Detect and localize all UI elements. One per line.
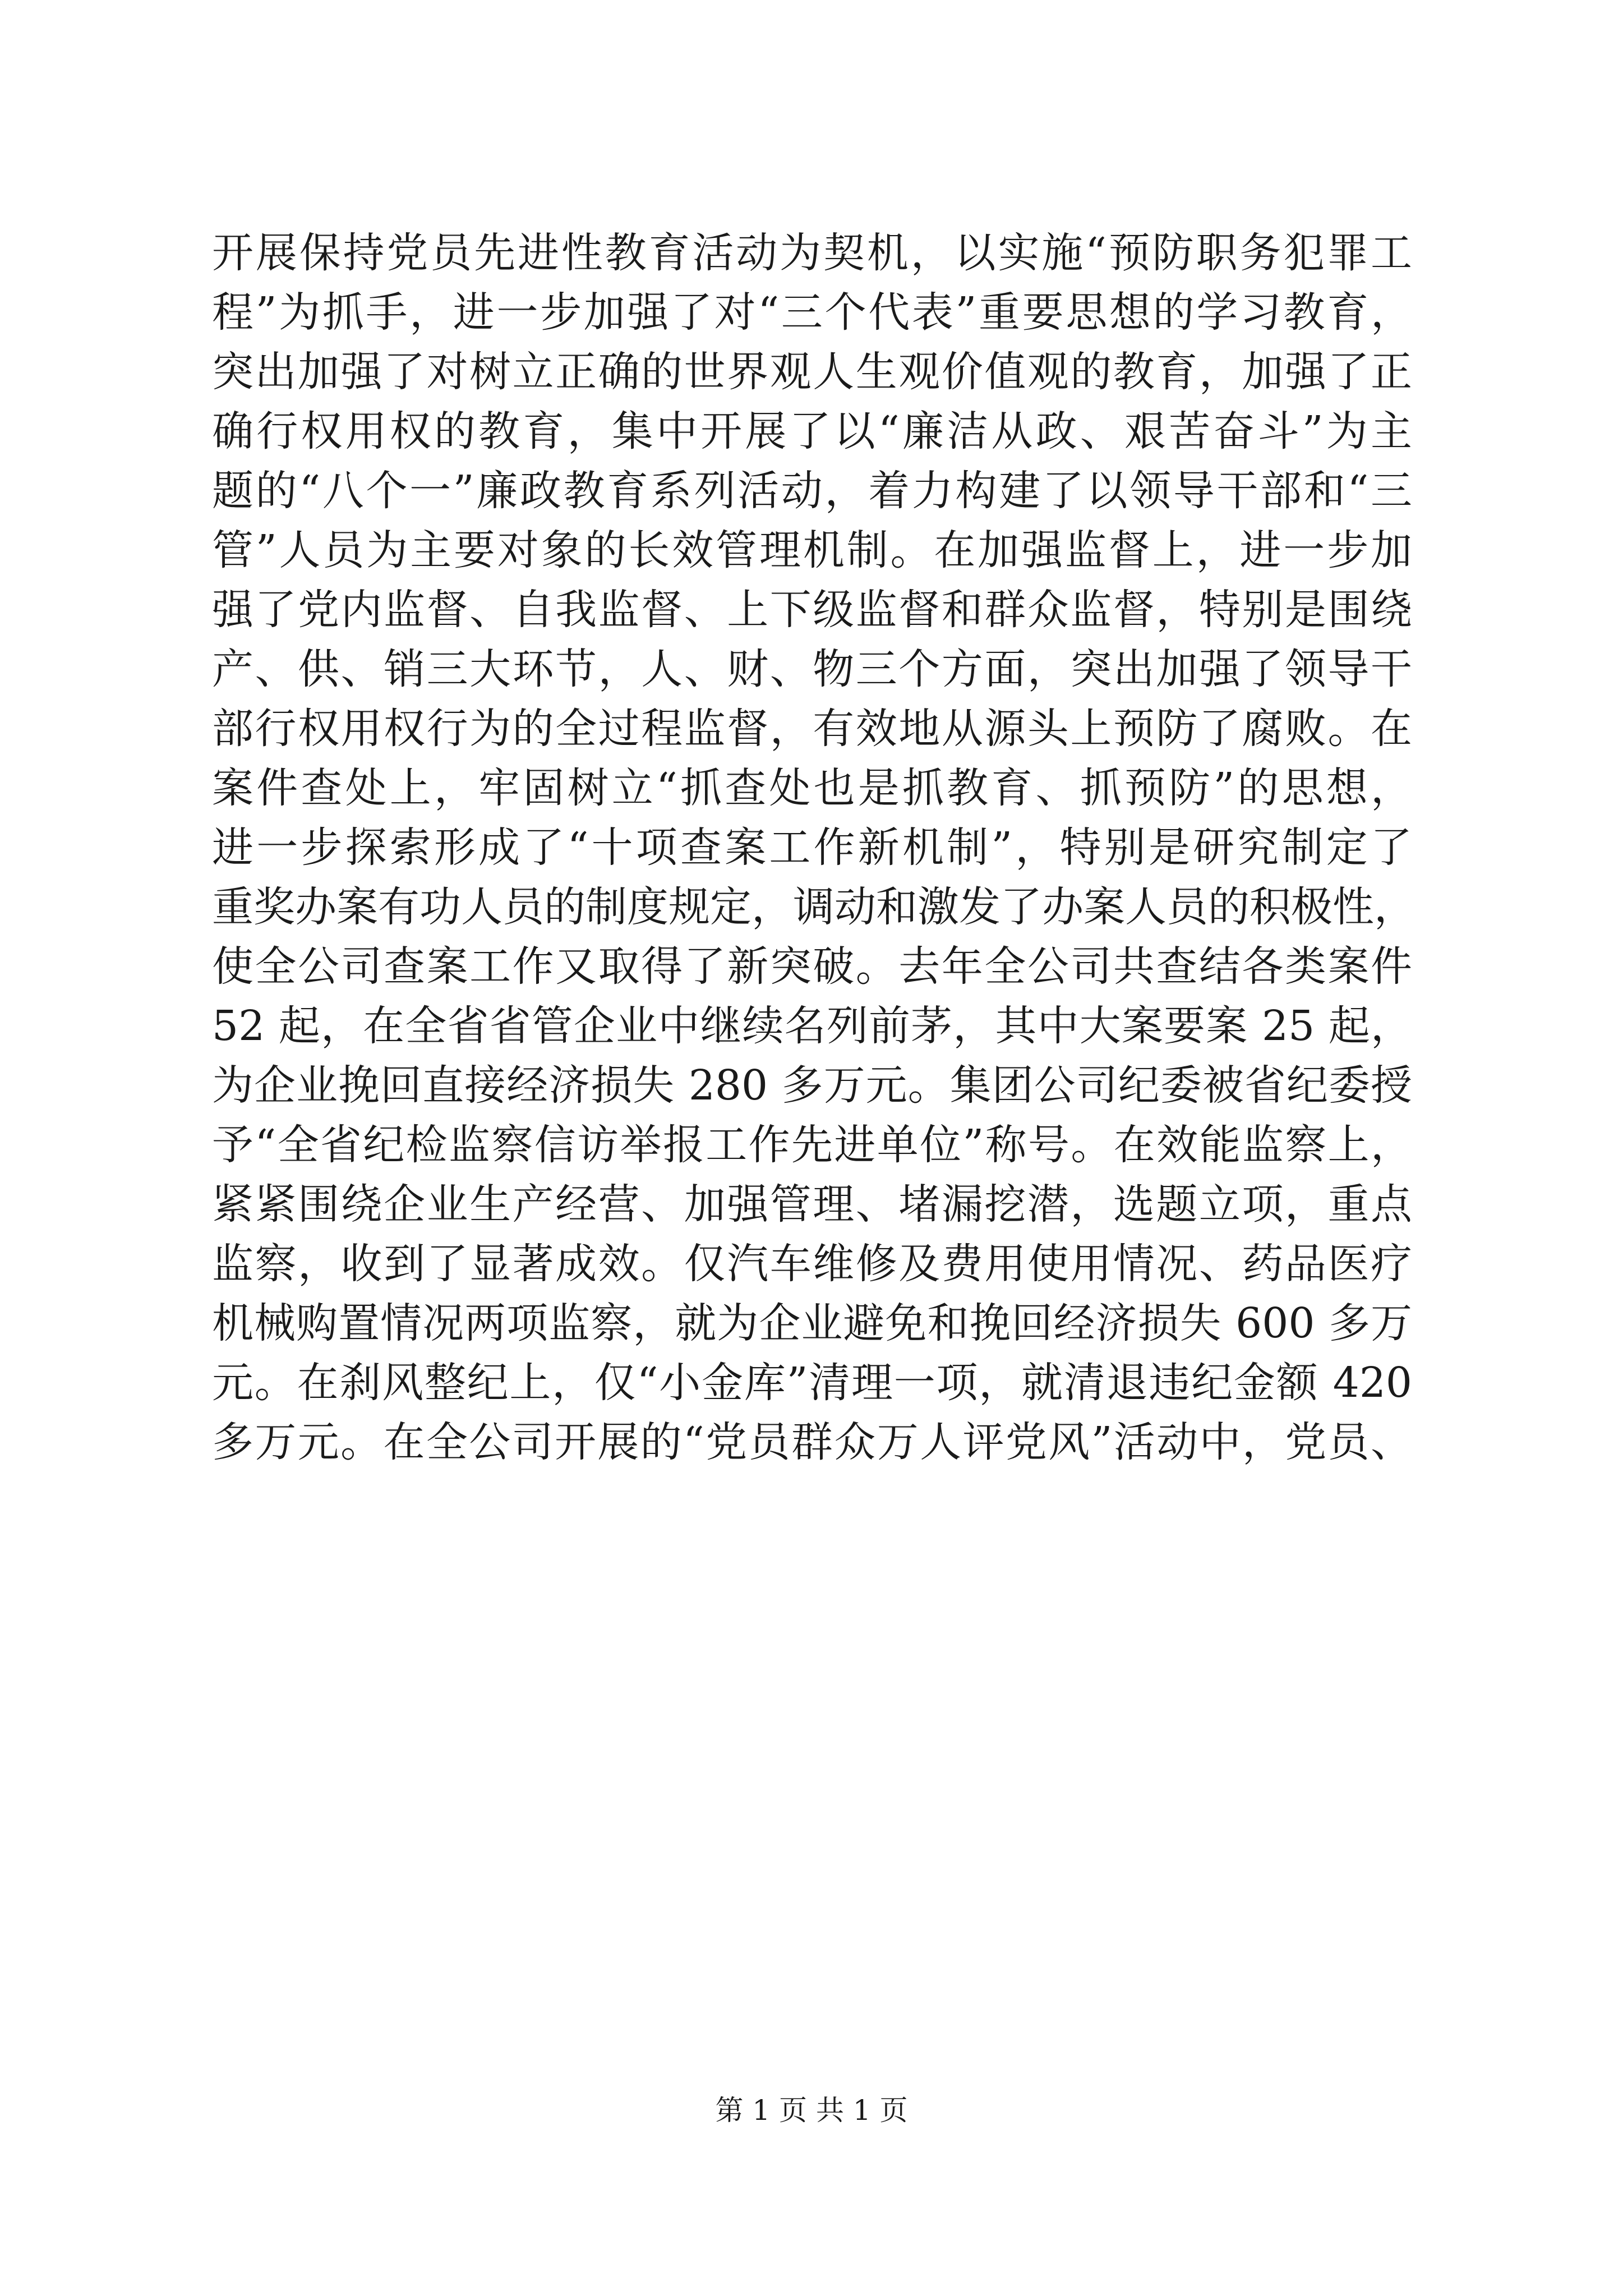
text-line: 程”为抓手，进一步加强了对“三个代表”重要思想的学习教育， bbox=[212, 288, 1412, 337]
page-footer bbox=[0, 2093, 1623, 2127]
text-line: 强了党内监督、自我监督、上下级监督和群众监督，特别是围绕 bbox=[212, 586, 1412, 634]
text-line: 管”人员为主要对象的长效管理机制。在加强监督上，进一步加 bbox=[212, 526, 1412, 574]
text-line: 确行权用权的教育，集中开展了以“廉洁从政、艰苦奋斗”为主 bbox=[212, 407, 1412, 455]
text-line: 予“全省纪检监察信访举报工作先进单位”称号。在效能监察上， bbox=[212, 1121, 1412, 1169]
text-line: 52 起，在全省省管企业中继续名列前茅，其中大案要案 25 起， bbox=[212, 1002, 1412, 1050]
text-line: 机械购置情况两项监察，就为企业避免和挽回经济损失 600 多万 bbox=[212, 1299, 1412, 1347]
text-line: 多万元。在全公司开展的“党员群众万人评党风”活动中，党员、 bbox=[212, 1418, 1412, 1466]
text-line: 紧紧围绕企业生产经营、加强管理、堵漏挖潜，选题立项，重点 bbox=[212, 1180, 1412, 1228]
text-line: 突出加强了对树立正确的世界观人生观价值观的教育，加强了正 bbox=[212, 348, 1412, 396]
text-line: 案件查处上，牢固树立“抓查处也是抓教育、抓预防”的思想， bbox=[212, 764, 1412, 812]
text-line: 产、供、销三大环节，人、财、物三个方面，突出加强了领导干 bbox=[212, 645, 1412, 693]
text-line: 题的“八个一”廉政教育系列活动，着力构建了以领导干部和“三 bbox=[212, 467, 1412, 515]
text-line: 使全公司查案工作又取得了新突破。去年全公司共查结各类案件 bbox=[212, 942, 1412, 991]
text-line: 元。在刹风整纪上，仅“小金库”清理一项，就清退违纪金额 420 bbox=[212, 1359, 1412, 1407]
body-paragraph bbox=[212, 223, 1415, 1472]
text-line: 重奖办案有功人员的制度规定，调动和激发了办案人员的积极性， bbox=[212, 883, 1415, 931]
text-line: 为企业挽回直接经济损失 280 多万元。集团公司纪委被省纪委授 bbox=[212, 1061, 1412, 1110]
page-number-label: 第 1 页 共 1 页 bbox=[715, 2094, 908, 2127]
text-line: 开展保持党员先进性教育活动为契机，以实施“预防职务犯罪工 bbox=[212, 229, 1412, 277]
text-line: 部行权用权行为的全过程监督，有效地从源头上预防了腐败。在 bbox=[212, 705, 1412, 753]
text-line: 进一步探索形成了“十项查案工作新机制”，特别是研究制定了 bbox=[212, 823, 1412, 872]
text-line: 监察，收到了显著成效。仅汽车维修及费用使用情况、药品医疗 bbox=[212, 1240, 1412, 1288]
